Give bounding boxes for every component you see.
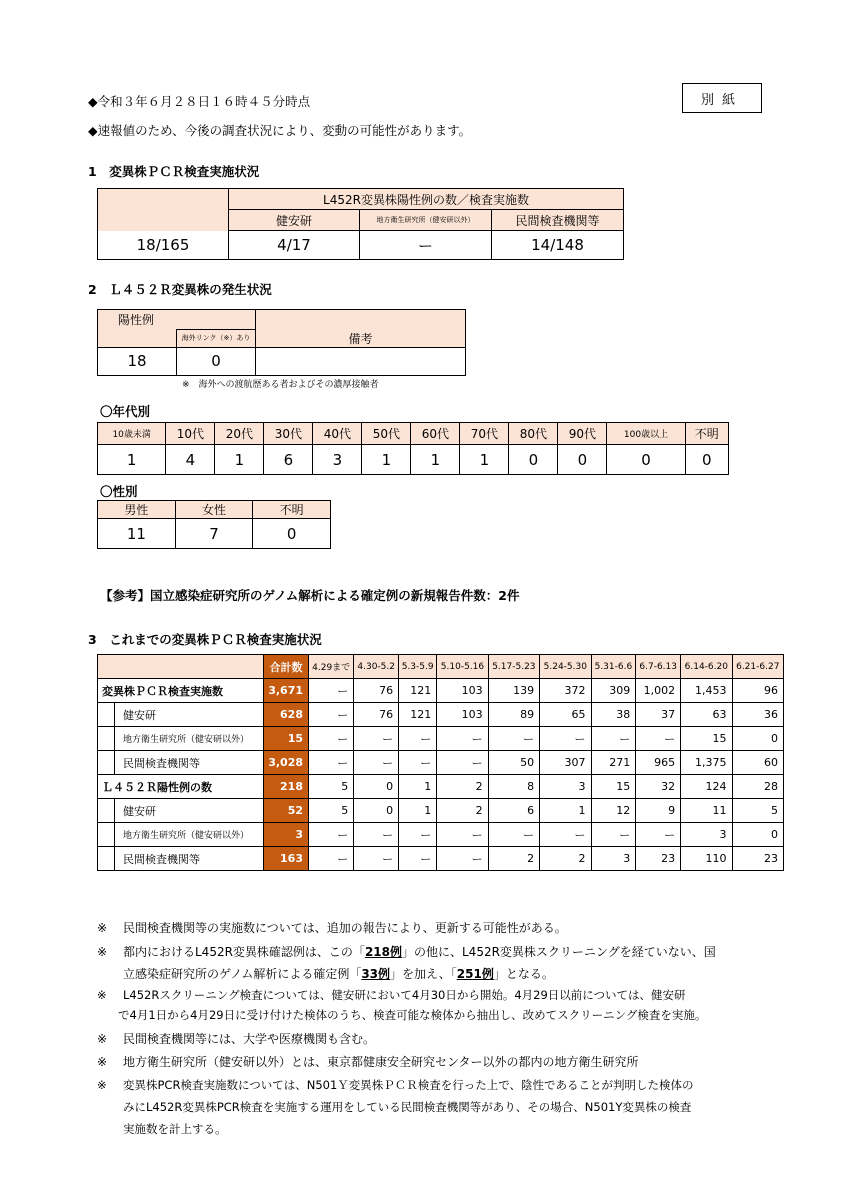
note-6-cont2: 実施数を計上する。: [123, 1122, 227, 1136]
row-value: 38: [591, 703, 636, 727]
total-header: 合計数: [264, 655, 309, 679]
table-row: [98, 847, 784, 871]
row-value: 2: [437, 775, 488, 799]
age-value: 1: [411, 445, 460, 475]
row-value: ー: [488, 727, 539, 751]
local-labs-value: ー: [360, 231, 492, 260]
row-value: ー: [309, 847, 354, 871]
row-value: 139: [488, 679, 539, 703]
row-label: Ｌ４５２Ｒ陽性例の数: [98, 775, 264, 799]
table-row: [98, 703, 784, 727]
col-kenanken: 健安研: [229, 210, 360, 231]
age-header: 30代: [264, 423, 313, 445]
row-value: ー: [309, 727, 354, 751]
row-value: 1,002: [636, 679, 681, 703]
age-table: [97, 422, 729, 475]
row-value: 1,453: [681, 679, 732, 703]
sex-title: 〇性別: [100, 484, 138, 499]
row-value: ー: [309, 823, 354, 847]
disclaimer: ◆速報値のため、今後の調査状況により、変動の可能性があります。: [88, 123, 472, 138]
sex-table: [97, 500, 331, 549]
table-row: [98, 775, 784, 799]
count-218: 218例: [364, 945, 402, 959]
row-label: [98, 823, 264, 847]
row-value: 2: [488, 847, 539, 871]
age-value: 0: [607, 445, 685, 475]
row-value: 1: [540, 799, 591, 823]
row-value: 23: [636, 847, 681, 871]
col-local-labs: 地方衛生研究所（健安研以外）: [360, 210, 492, 231]
row-value: 12: [591, 799, 636, 823]
row-value: 110: [681, 847, 732, 871]
row-value: ー: [354, 727, 399, 751]
table-row: [98, 727, 784, 751]
row-value: ー: [354, 847, 399, 871]
row-value: 28: [732, 775, 783, 799]
age-value: 1: [362, 445, 411, 475]
row-value: 965: [636, 751, 681, 775]
row-value: 96: [732, 679, 783, 703]
row-label-text: 地方衛生研究所（健安研以外）: [123, 831, 250, 841]
count-251: 251例: [456, 967, 494, 981]
row-label-text: 健安研: [123, 708, 156, 722]
age-header: 20代: [215, 423, 264, 445]
age-value: 1: [215, 445, 264, 475]
row-value: 50: [488, 751, 539, 775]
age-value: 3: [313, 445, 362, 475]
row-value: 309: [591, 679, 636, 703]
row-value: ー: [437, 751, 488, 775]
period-header: 6.7-6.13: [636, 655, 681, 679]
sex-header: 男性: [98, 501, 176, 519]
row-label: 変異株ＰＣＲ検査実施数: [98, 679, 264, 703]
kenanken-value: 4/17: [229, 231, 360, 260]
row-value: ー: [437, 823, 488, 847]
sex-value: 0: [253, 519, 331, 549]
total-value: 18/165: [98, 231, 229, 260]
row-value: ー: [488, 823, 539, 847]
period-header: 5.3-5.9: [399, 655, 437, 679]
table-row: [98, 679, 784, 703]
row-value: 60: [732, 751, 783, 775]
table-row: [98, 823, 784, 847]
row-label-text: 地方衛生研究所（健安研以外）: [123, 735, 250, 745]
row-value: ー: [399, 751, 437, 775]
section2-table: [97, 309, 466, 376]
remarks-label: 備考: [256, 330, 466, 348]
period-header: 6.21-6.27: [732, 655, 783, 679]
age-header: 不明: [685, 423, 728, 445]
age-header: 80代: [509, 423, 558, 445]
row-total: 163: [264, 847, 309, 871]
row-value: 37: [636, 703, 681, 727]
row-value: 0: [354, 799, 399, 823]
row-value: 2: [437, 799, 488, 823]
row-label: [98, 703, 264, 727]
row-value: ー: [540, 823, 591, 847]
period-header: 5.24-5.30: [540, 655, 591, 679]
attachment-label: 別紙: [682, 83, 762, 113]
row-value: ー: [399, 727, 437, 751]
private-labs-value: 14/148: [492, 231, 624, 260]
period-header: 5.10-5.16: [437, 655, 488, 679]
positive-value: 18: [98, 347, 177, 375]
row-total: 3: [264, 823, 309, 847]
corner-cell: [98, 655, 264, 679]
row-value: ー: [437, 847, 488, 871]
age-header: 10歳未満: [98, 423, 166, 445]
age-value: 4: [166, 445, 215, 475]
age-value: 0: [685, 445, 728, 475]
row-value: ー: [591, 727, 636, 751]
age-header: 60代: [411, 423, 460, 445]
section1-title: 1 変異株ＰＣＲ検査実施状況: [88, 164, 260, 179]
row-value: 6: [488, 799, 539, 823]
row-value: 5: [732, 799, 783, 823]
note-4: ※ 民間検査機関等には、大学や医療機関も含む。: [97, 1032, 376, 1046]
sex-value: 11: [98, 519, 176, 549]
row-value: 372: [540, 679, 591, 703]
sex-header: 不明: [253, 501, 331, 519]
row-label-text: 健安研: [123, 804, 156, 818]
note-6-cont: みにL452R変異株PCR検査を実施する運用をしている民間検査機関等があり、その場合、N501Y変異株の検査: [123, 1100, 692, 1114]
row-value: 9: [636, 799, 681, 823]
age-value: 6: [264, 445, 313, 475]
period-header: 4.30-5.2: [354, 655, 399, 679]
age-value: 0: [558, 445, 607, 475]
period-header: 5.17-5.23: [488, 655, 539, 679]
row-value: 1: [399, 775, 437, 799]
period-header: 6.14-6.20: [681, 655, 732, 679]
row-value: 89: [488, 703, 539, 727]
count-33: 33例: [361, 967, 391, 981]
age-header: 10代: [166, 423, 215, 445]
table-row: [98, 751, 784, 775]
age-header: 70代: [460, 423, 509, 445]
note-1: ※ 民間検査機関等の実施数については、追加の報告により、更新する可能性がある。: [97, 921, 567, 935]
row-value: 32: [636, 775, 681, 799]
row-value: 103: [437, 703, 488, 727]
row-value: 2: [540, 847, 591, 871]
positive-label: 陽性例: [98, 310, 256, 330]
row-total: 15: [264, 727, 309, 751]
note-3-cont: で4月1日から4月29日に受け付けた検体のうち、検査可能な検体から抽出し、改めてスクリーニング検査を実施。: [118, 1008, 707, 1022]
row-value: 65: [540, 703, 591, 727]
age-header: 40代: [313, 423, 362, 445]
row-value: 0: [354, 775, 399, 799]
row-value: ー: [540, 727, 591, 751]
row-total: 3,028: [264, 751, 309, 775]
row-label-text: 民間検査機関等: [123, 852, 200, 866]
row-value: 0: [732, 727, 783, 751]
row-value: ー: [636, 823, 681, 847]
row-value: ー: [399, 823, 437, 847]
overseas-label: 海外リンク（※）あり: [177, 330, 256, 348]
row-total: 628: [264, 703, 309, 727]
row-value: ー: [437, 727, 488, 751]
table-row: [98, 799, 784, 823]
note-2: ※ 都内におけるL452R変異株確認例は、この「218例」の他に、L452R変異株スクリーニングを経ていない、国: [97, 945, 716, 959]
row-total: 52: [264, 799, 309, 823]
row-value: 23: [732, 847, 783, 871]
row-value: ー: [309, 703, 354, 727]
row-value: 0: [732, 823, 783, 847]
row-value: 103: [437, 679, 488, 703]
col-private-labs: 民間検査機関等: [492, 210, 624, 231]
period-header: 4.29まで: [309, 655, 354, 679]
row-value: 121: [399, 703, 437, 727]
row-label: [98, 751, 264, 775]
row-value: 3: [681, 823, 732, 847]
age-title: 〇年代別: [100, 404, 151, 419]
row-label: [98, 847, 264, 871]
row-value: 63: [681, 703, 732, 727]
row-value: ー: [354, 751, 399, 775]
row-value: 271: [591, 751, 636, 775]
row-value: 121: [399, 679, 437, 703]
note-5: ※ 地方衛生研究所（健安研以外）とは、東京都健康安全研究センター以外の都内の地方衛生研究所: [97, 1055, 639, 1069]
sex-header: 女性: [175, 501, 253, 519]
age-header: 90代: [558, 423, 607, 445]
section3-table: [97, 654, 784, 871]
overseas-footnote: ※ 海外への渡航歴ある者およびその濃厚接触者: [182, 380, 379, 390]
note-3: ※ L452Rスクリーニング検査については、健安研において4月30日から開始。4月29日以前については、健安研: [97, 988, 686, 1002]
row-value: ー: [399, 847, 437, 871]
reference-note: 【参考】国立感染症研究所のゲノム解析による確定例の新規報告件数：2件: [100, 588, 520, 603]
row-label: [98, 727, 264, 751]
row-value: 124: [681, 775, 732, 799]
row-label: [98, 799, 264, 823]
row-value: 1: [399, 799, 437, 823]
age-header: 100歳以上: [607, 423, 685, 445]
row-value: ー: [309, 679, 354, 703]
row-value: 3: [591, 847, 636, 871]
row-value: ー: [591, 823, 636, 847]
age-header: 50代: [362, 423, 411, 445]
section1-table-title: L452R変異株陽性例の数／検査実施数: [229, 189, 624, 210]
row-value: 8: [488, 775, 539, 799]
row-value: 76: [354, 703, 399, 727]
row-label-text: 民間検査機関等: [123, 756, 200, 770]
row-value: 5: [309, 775, 354, 799]
section2-title: 2 Ｌ４５２Ｒ変異株の発生状況: [88, 282, 272, 297]
row-value: 15: [591, 775, 636, 799]
row-total: 3,671: [264, 679, 309, 703]
row-value: 307: [540, 751, 591, 775]
section3-title: 3 これまでの変異株ＰＣＲ検査実施状況: [88, 632, 322, 647]
overseas-value: 0: [177, 347, 256, 375]
row-value: ー: [309, 751, 354, 775]
age-value: 0: [509, 445, 558, 475]
row-value: 1,375: [681, 751, 732, 775]
row-value: 76: [354, 679, 399, 703]
row-value: 3: [540, 775, 591, 799]
age-value: 1: [98, 445, 166, 475]
report-timestamp: ◆令和３年６月２８日１６時４５分時点: [88, 94, 311, 109]
row-value: 15: [681, 727, 732, 751]
row-total: 218: [264, 775, 309, 799]
period-header: 5.31-6.6: [591, 655, 636, 679]
note-2-cont: 立感染症研究所のゲノム解析による確定例「33例」を加え、「251例」となる。: [123, 967, 554, 981]
note-6: ※ 変異株PCR検査実施数については、N501Ｙ変異株ＰＣＲ検査を行った上で、陰性であることが判明した検体の: [97, 1078, 694, 1092]
age-value: 1: [460, 445, 509, 475]
sex-value: 7: [175, 519, 253, 549]
row-value: ー: [354, 823, 399, 847]
remarks-value: [256, 347, 466, 375]
row-value: 11: [681, 799, 732, 823]
section1-table: [97, 188, 624, 260]
row-value: 36: [732, 703, 783, 727]
row-value: ー: [636, 727, 681, 751]
row-value: 5: [309, 799, 354, 823]
